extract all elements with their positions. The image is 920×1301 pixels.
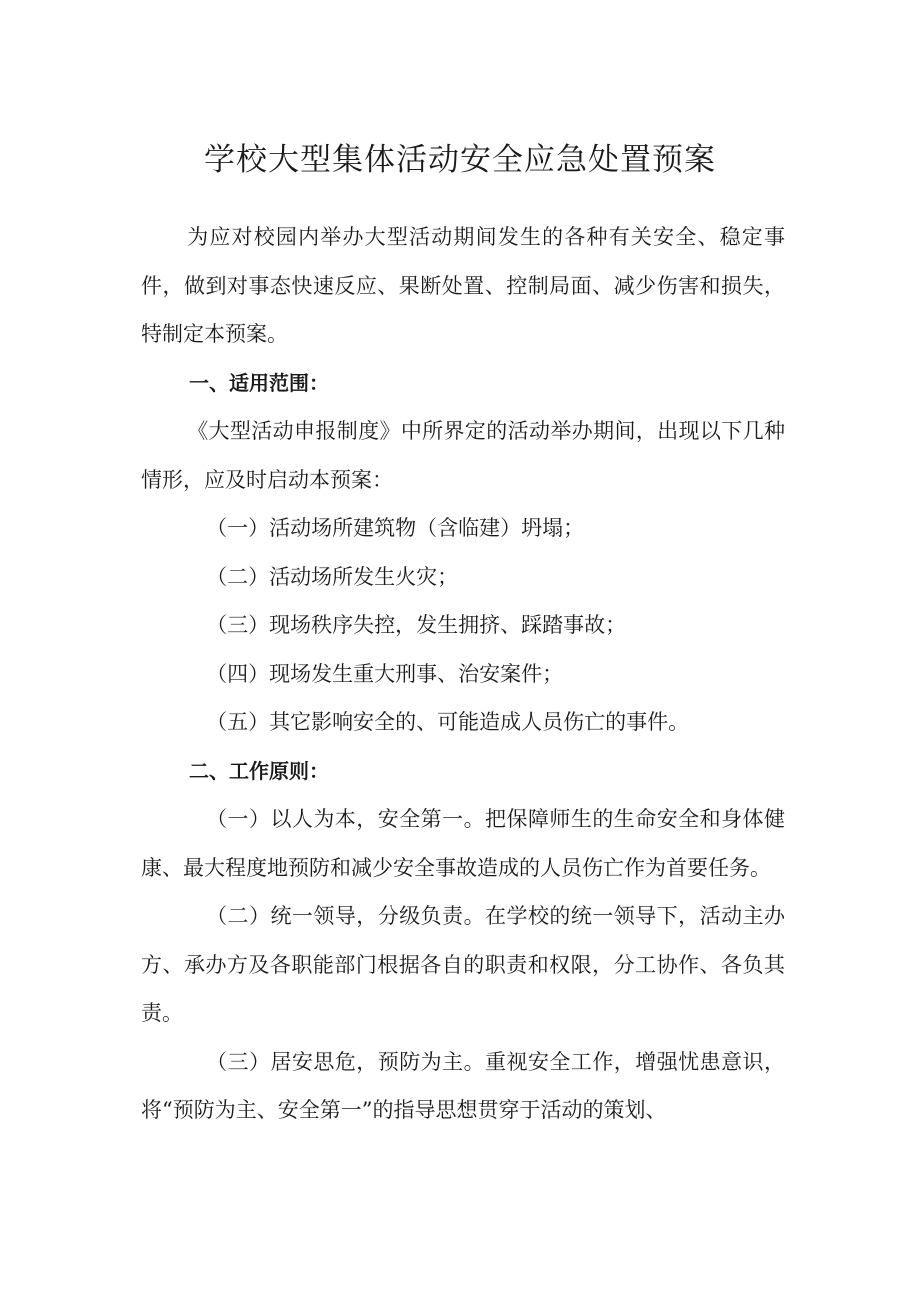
section-heading-scope: 一、适用范围：	[189, 370, 329, 395]
document-body	[141, 213, 785, 1135]
principle-paragraph: （一）以人为本，安全第一。把保障师生的生命安全和身体健康、最大程度地预防和减少安全事故造成的人员伤亡作为首要任务。	[141, 807, 785, 880]
principle-paragraph: （二）统一领导，分级负责。在学校的统一领导下，活动主办方、承办方及各职能部门根据各自的职责和权限，分工协作、各负其责。	[141, 904, 785, 1025]
scope-lead-paragraph: 《大型活动申报制度》中所界定的活动举办期间，出现以下几种情形，应及时启动本预案：	[141, 419, 785, 492]
document-title: 学校大型集体活动安全应急处置预案	[204, 142, 716, 178]
scope-item: （五）其它影响安全的、可能造成人员伤亡的事件。	[206, 710, 690, 734]
scope-item: （四）现场发生重大刑事、治安案件；	[206, 661, 564, 686]
section-heading-principles: 二、工作原则：	[189, 758, 329, 783]
principle-paragraph: （三）居安思危，预防为主。重视安全工作，增强忧患意识，将“预防为主、安全第一”的指导思想贯穿于活动的策划、	[141, 1049, 785, 1122]
scope-item: （三）现场秩序失控，发生拥挤、踩踏事故；	[206, 613, 627, 637]
scope-item: （二）活动场所发生火灾；	[206, 564, 459, 589]
intro-paragraph: 为应对校园内举办大型活动期间发生的各种有关安全、稳定事件，做到对事态快速反应、果断处置、控制局面、减少伤害和损失，特制定本预案。	[141, 225, 785, 346]
scope-item: （一）活动场所建筑物（含临建）坍塌；	[206, 516, 585, 540]
